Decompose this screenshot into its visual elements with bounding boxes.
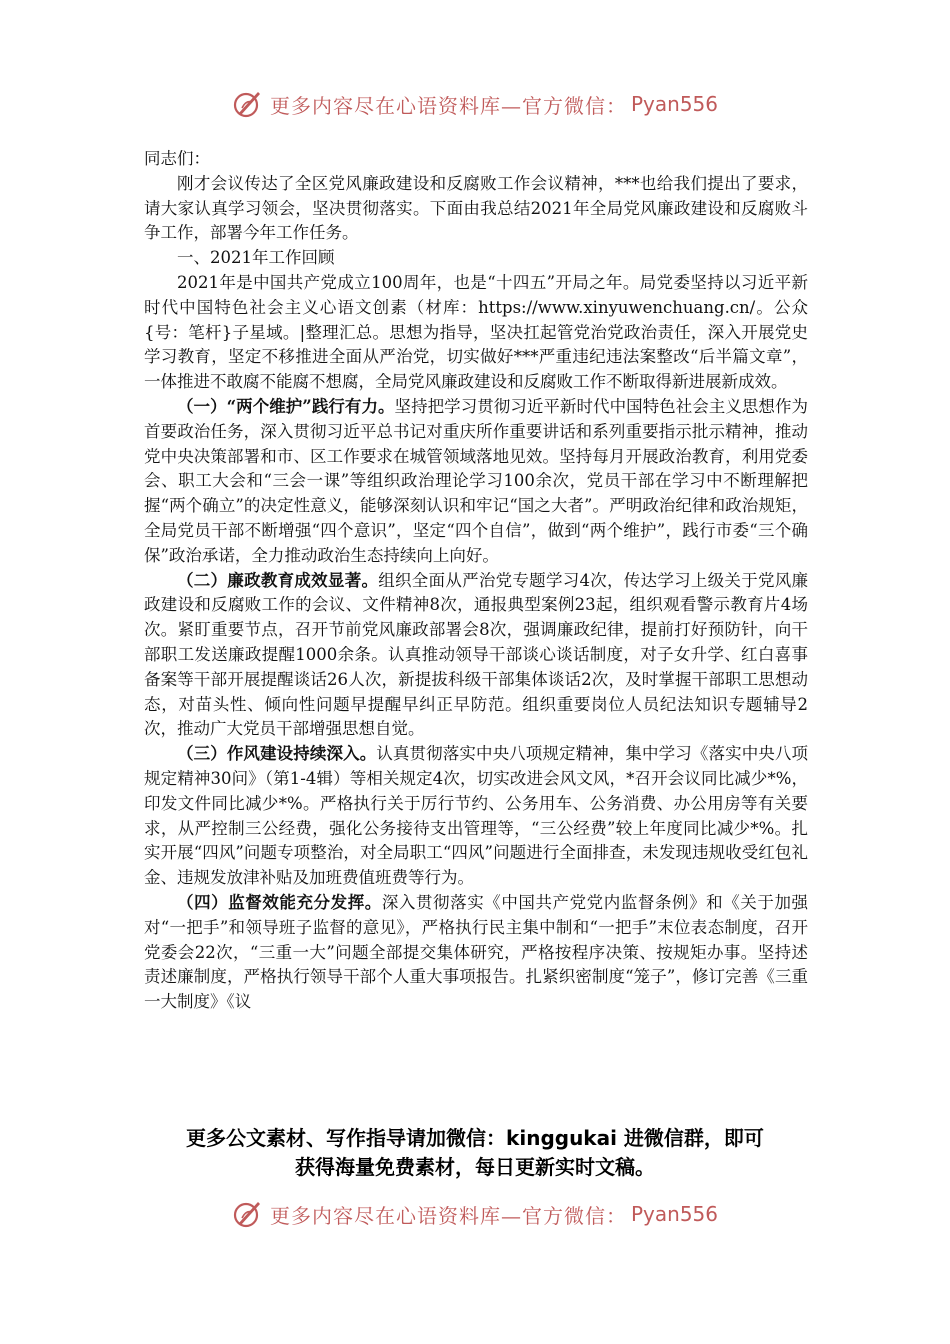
intro-paragraph: 刚才会议传达了全区党风廉政建设和反腐败工作会议精神，***也给我们提出了要求，请大家认真学习领会，坚决贯彻落实。下面由我总结2021年全局党风廉政建设和反腐败斗争工作，部署今年工作任务。 [144,173,808,243]
overview-paragraph: 2021年是中国共产党成立100周年，也是“十四五”开局之年。局党委坚持以习近平新时代中国特色社会主义心语文创素（材库：https://www.xinyuwenchuang.cn/。公众{号：笔杆}子星域。|整理汇总。思想为指导，坚决扛起管党治党政治责任，深入开展党史学习教育，坚定不移推进全面从严治党，切实做好***严重违纪违法案整改“后半篇文章”，一体推进不敢腐不能腐不想腐，全局党风廉政建设和反腐败工作不断取得新进展新成效。 [144,272,808,392]
subheading: （三）作风建设持续深入。 [177,744,377,764]
pen-logo-icon [232,1198,264,1230]
pen-logo-icon [232,88,264,120]
paragraph-supervision: （四）监督效能充分发挥。深入贯彻落实《中国共产党党内监督条例》和《关于加强对“一把手”和领导班子监督的意见》，严格执行民主集中制和“一把手”末位表态制度，召开党委会22次，“三重一大”问题全部提交集体研究，严格按程序决策、按规矩办事。坚持述责述廉制度，严格执行领导干部个人重大事项报告。扎紧织密制度“笼子”，修订完善《三重一大制度》《议 [144,892,809,1012]
promo-notice [120,1124,830,1182]
banner-text: 更多内容尽在心语资料库—官方微信： [269,93,627,118]
document-body [144,147,808,1015]
greeting: 同志们： [144,149,210,168]
subheading: （一）“两个维护”践行有力。 [177,396,395,416]
banner-wechat-id: Pyan556 [630,92,718,116]
promo-line-1: 更多公文素材、写作指导请加微信：kinggukai 进微信群，即可 [186,1126,764,1150]
promo-line-2: 获得海量免费素材，每日更新实时文稿。 [295,1155,655,1179]
footer-banner [0,1192,950,1236]
banner-wechat-id: Pyan556 [630,1202,718,1226]
paragraph-work-style: （三）作风建设持续深入。认真贯彻落实中央八项规定精神，集中学习《落实中央八项规定精神30问》（第1-4辑）等相关规定4次，切实改进会风文风，*召开会议同比减少*%，印发文件同比减少*%。严格执行关于厉行节约、公务用车、公务消费、办公用房等有关要求，从严控制三公经费，强化公务接待支出管理等，“三公经费”较上年度同比减少*%。扎实开展“四风”问题专项整治，对全局职工“四风”问题进行全面排查，未发现违规收受红包礼金、违规发放津补贴及加班费值班费等行为。 [144,744,809,888]
subheading: （二）廉政教育成效显著。 [177,570,379,590]
section-heading: 一、2021年工作回顾 [177,248,335,268]
subheading: （四）监督效能充分发挥。 [177,892,382,912]
banner-text: 更多内容尽在心语资料库—官方微信： [269,1203,627,1228]
paragraph-integrity-education: （二）廉政教育成效显著。组织全面从严治党专题学习4次，传达学习上级关于党风廉政建设和反腐败工作的会议、文件精神8次，通报典型案例23起，组织观看警示教育片4场次。紧盯重要节点，召开节前党风廉政部署会8次，强调廉政纪律，提前打好预防针，向干部职工发送廉政提醒1000余条。认真推动领导干部谈心谈话制度，对子女升学、红白喜事备案等干部开展提醒谈话26人次，新提拔科级干部集体谈话2次，及时掌握干部职工思想动态，对苗头性、倾向性问题早提醒早纠正早防范。组织重要岗位人员纪法知识专题辅导2次，推动广大党员干部增强思想自觉。 [144,570,809,739]
header-banner [0,82,950,126]
paragraph-two-safeguards: （一）“两个维护”践行有力。坚持把学习贯彻习近平新时代中国特色社会主义思想作为首要政治任务，深入贯彻习近平总书记对重庆所作重要讲话和系列重要指示批示精神，推动党中央决策部署和市、区工作要求在城管领域落地见效。坚持每月开展政治教育，利用党委会、职工大会和“三会一课”等组织政治理论学习100余次，党员干部在学习中不断理解把握“两个确立”的决定性意义，能够深刻认识和牢记“国之大者”。严明政治纪律和政治规矩，全局党员干部不断增强“四个意识”，坚定“四个自信”，做到“两个维护”，践行市委“三个确保”政治承诺，全力推动政治生态持续向上向好。 [144,396,809,565]
